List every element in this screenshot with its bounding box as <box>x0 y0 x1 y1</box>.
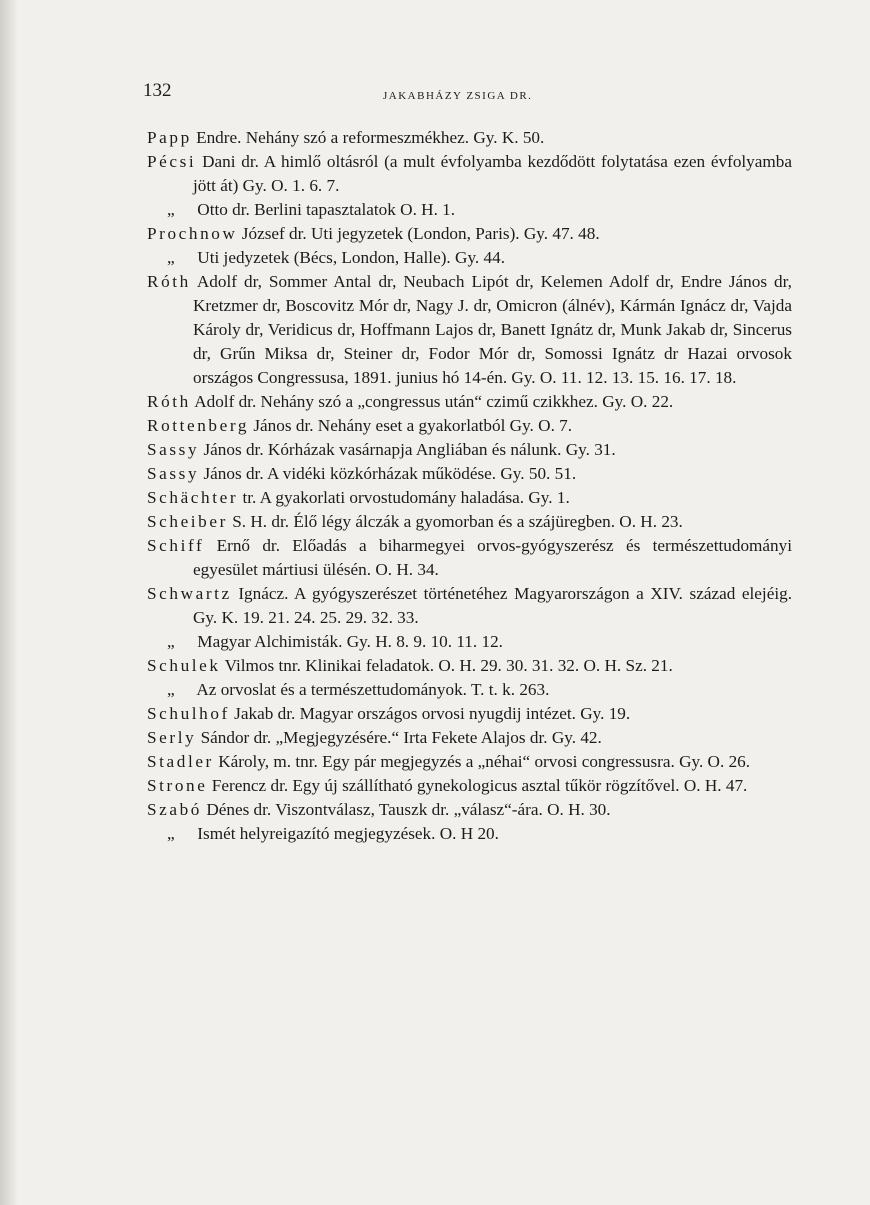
running-title: JAKABHÁZY ZSIGA DR. <box>383 90 533 102</box>
author-surname: Róth <box>147 272 191 291</box>
author-surname: Sassy <box>147 464 200 483</box>
entry-text: Adolf dr. Nehány szó a „congressus után“ czimű czikkhez. Gy. O. 22. <box>194 392 674 411</box>
bibliography-entry <box>147 438 792 462</box>
bibliography-entry <box>147 678 792 702</box>
author-surname: Schwartz <box>147 584 232 603</box>
ditto-mark: „ <box>167 632 175 651</box>
ditto-mark: „ <box>167 200 175 219</box>
entry-text: Endre. Nehány szó a reformeszmékhez. Gy. K. 50. <box>196 128 545 147</box>
entry-text: Károly, m. tnr. Egy pár megjegyzés a „néhai“ orvosi congressusra. Gy. O. 26. <box>218 752 751 771</box>
entry-text: Jakab dr. Magyar országos orvosi nyugdij intézet. Gy. 19. <box>234 704 631 723</box>
entry-text: Uti jedyzetek (Bécs, London, Halle). Gy. 44. <box>197 248 505 267</box>
bibliography-entry <box>147 654 792 678</box>
bibliography-entry <box>147 126 792 150</box>
page-header <box>143 80 793 110</box>
entry-text: tr. A gyakorlati orvostudomány haladása. Gy. 1. <box>242 488 570 507</box>
author-surname: Stadler <box>147 752 214 771</box>
entry-text: János dr. A vidéki közkórházak működése. Gy. 50. 51. <box>203 464 577 483</box>
author-surname: Szabó <box>147 800 203 819</box>
ditto-mark: „ <box>167 680 175 699</box>
bibliography-entry <box>147 486 792 510</box>
author-surname: Sassy <box>147 440 200 459</box>
bibliography-entry <box>147 222 792 246</box>
bibliography-entry <box>147 582 792 630</box>
entry-text: Dani dr. A himlő oltásról (a mult évfolyamba kezdődött folytatása ezen évfolyamba jött át) Gy. O. 1. 6. 7. <box>193 152 792 195</box>
entry-text: József dr. Uti jegyzetek (London, Paris). Gy. 47. 48. <box>241 224 600 243</box>
author-surname: Strone <box>147 776 208 795</box>
page-number: 132 <box>143 80 172 101</box>
bibliography-entry <box>147 750 792 774</box>
entry-text: Vilmos tnr. Klinikai feladatok. O. H. 29. 30. 31. 32. O. H. Sz. 21. <box>224 656 673 675</box>
entry-text: Adolf dr, Sommer Antal dr, Neubach Lipót dr, Kelemen Adolf dr, Endre János dr, Kretzmer dr, Boscovitz Mór dr, Nagy J. dr, Omicron (álnév), Kármán Ignácz dr, Vajda Károly dr, Veridicus dr, Hoffmann Lajos dr, Banett Ignátz dr, Munk Jakab dr, Sincerus dr, Grűn Miksa dr, Steiner dr, Fodor Mór dr, Somossi Ignátz dr Hazai orvosok országos Congressusa, 1891. junius hó 14-én. Gy. O. 11. 12. 13. 15. 16. 17. 18. <box>193 272 792 387</box>
binding-shadow <box>0 0 18 1205</box>
bibliography-entry <box>147 822 792 846</box>
author-surname: Rottenberg <box>147 416 250 435</box>
ditto-mark: „ <box>167 824 175 843</box>
author-surname: Pécsi <box>147 152 197 171</box>
bibliography-entry <box>147 390 792 414</box>
author-surname: Schiff <box>147 536 205 555</box>
ditto-mark: „ <box>167 248 175 267</box>
bibliography-entry <box>147 510 792 534</box>
entry-text: Az orvoslat és a természettudományok. T. t. k. 263. <box>196 680 550 699</box>
author-surname: Róth <box>147 392 191 411</box>
entry-text: Ismét helyreigazító megjegyzések. O. H 20. <box>197 824 499 843</box>
bibliography-entry <box>147 270 792 390</box>
bibliography-entry <box>147 534 792 582</box>
author-surname: Schulhof <box>147 704 230 723</box>
author-surname: Scheiber <box>147 512 228 531</box>
author-surname: Prochnow <box>147 224 238 243</box>
entry-text: Ernő dr. Előadás a biharmegyei orvos-gyógyszerész és természettudományi egyesület mártiusi ülésén. O. H. 34. <box>193 536 792 579</box>
entry-text: Ignácz. A gyógyszerészet történetéhez Magyarországon a XIV. század elejéig. Gy. K. 19. 21. 24. 25. 29. 32. 33. <box>193 584 792 627</box>
bibliography-entry <box>147 414 792 438</box>
entry-text: S. H. dr. Élő légy álczák a gyomorban és a szájüregben. O. H. 23. <box>232 512 683 531</box>
bibliography-entry <box>147 246 792 270</box>
entry-text: János dr. Nehány eset a gyakorlatból Gy. O. 7. <box>253 416 573 435</box>
bibliography-entry <box>147 798 792 822</box>
bibliography-entry <box>147 726 792 750</box>
entry-text: János dr. Kórházak vasárnapja Angliában és nálunk. Gy. 31. <box>203 440 616 459</box>
author-surname: Serly <box>147 728 197 747</box>
entry-text: Sándor dr. „Megjegyzésére.“ Irta Fekete Alajos dr. Gy. 42. <box>200 728 602 747</box>
author-surname: Schulek <box>147 656 221 675</box>
entry-text: Dénes dr. Viszontválasz, Tauszk dr. „válasz“-ára. O. H. 30. <box>206 800 611 819</box>
bibliography-entry <box>147 630 792 654</box>
entry-text: Magyar Alchimisták. Gy. H. 8. 9. 10. 11. 12. <box>197 632 503 651</box>
author-surname: Schächter <box>147 488 239 507</box>
entry-text: Ferencz dr. Egy új szállítható gynekologicus asztal tűkör rögzítővel. O. H. 47. <box>211 776 748 795</box>
bibliography-entry <box>147 462 792 486</box>
bibliography-entry <box>147 774 792 798</box>
bibliography-entry <box>147 150 792 198</box>
entry-text: Otto dr. Berlini tapasztalatok O. H. 1. <box>197 200 456 219</box>
author-surname: Papp <box>147 128 192 147</box>
bibliography-entry <box>147 198 792 222</box>
bibliography-entry <box>147 702 792 726</box>
bibliography-list <box>147 126 792 846</box>
